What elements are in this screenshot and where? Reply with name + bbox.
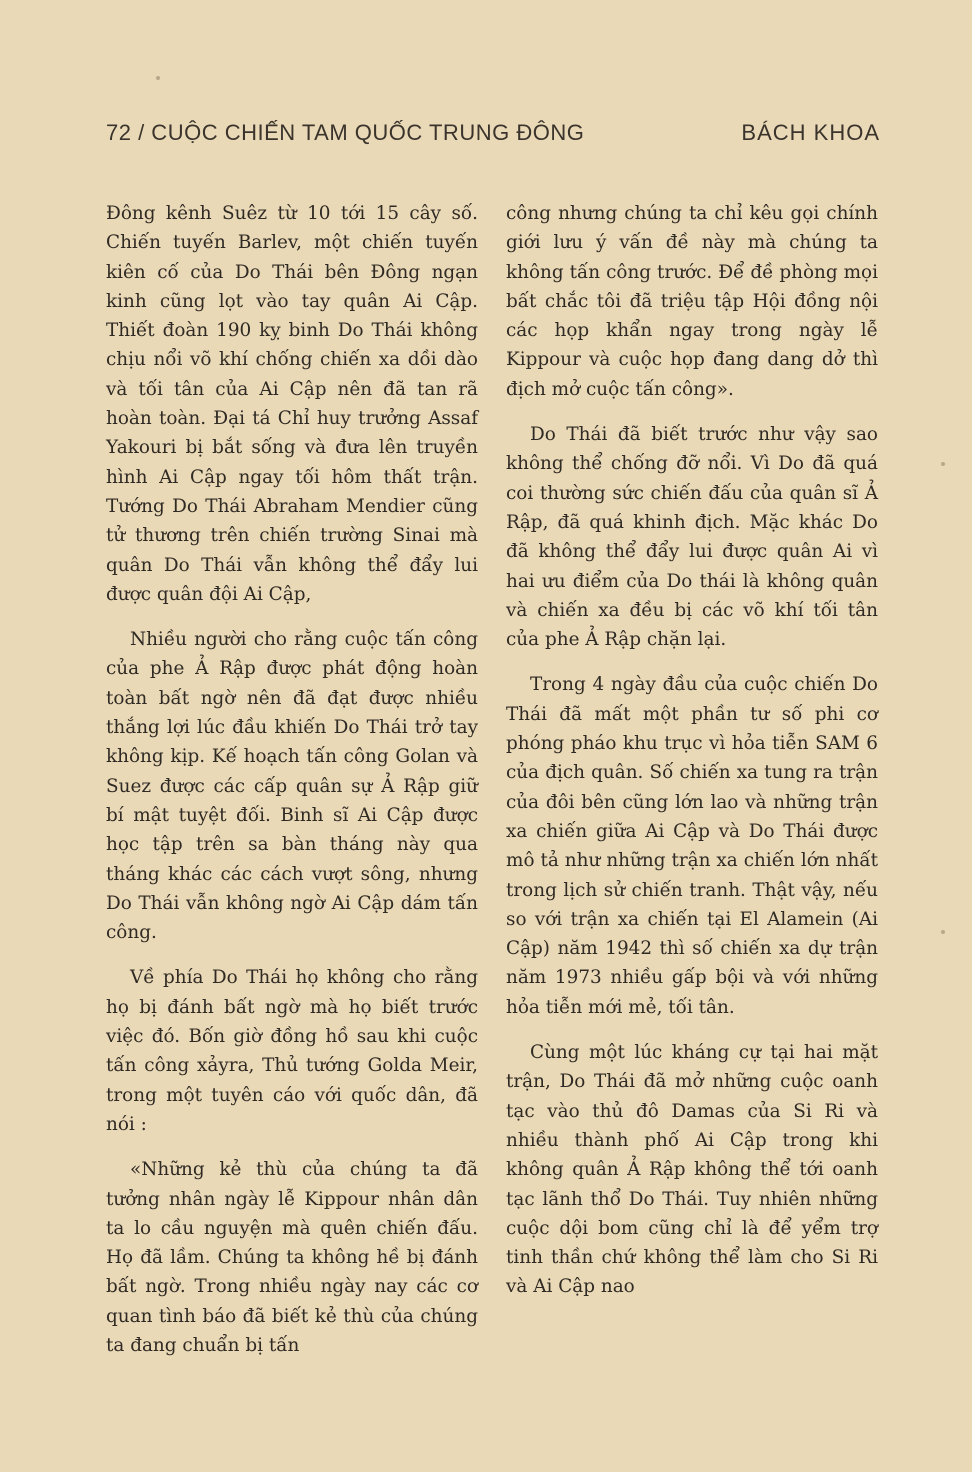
paper-speck bbox=[941, 462, 945, 466]
running-header bbox=[106, 120, 880, 154]
page-number-and-title: 72 / CUỘC CHIẾN TAM QUỐC TRUNG ĐÔNG bbox=[106, 120, 585, 145]
paper-speck bbox=[941, 930, 945, 934]
quotation-paragraph: «Những kẻ thù của chúng ta đã tưởng nhân ngày lễ Kippour nhân dân ta lo cầu nguyện mà quên chiến đấu. Họ đã lầm. Chúng ta không hề bị đánh bất ngờ. Trong nhiều ngày nay các cơ quan tình báo đã biết kẻ thù của chúng ta đang chuẩn bị tấn bbox=[106, 1159, 478, 1356]
paragraph: Nhiều người cho rằng cuộc tấn công của phe Ả Rập được phát động hoàn toàn bất ngờ nên đã đạt được nhiều thắng lợi lúc đầu khiến Do Thái trở tay không kịp. Kế hoạch tấn công Golan và Suez được các cấp quân sự Ả Rập giữ bí mật tuyệt đối. Binh sĩ Ai Cập được học tập trên sa bàn tháng này qua tháng khác các cách vượt sông, nhưng Do Thái vẫn không ngờ Ai Cập dám tấn công. bbox=[106, 629, 478, 944]
paper-speck bbox=[156, 76, 160, 80]
right-text-column bbox=[506, 199, 878, 1318]
paragraph: Đông kênh Suêz từ 10 tới 15 cây số. Chiến tuyến Barlev, một chiến tuyến kiên cố của Do Thái bên Đông ngạn kinh cũng lọt vào tay quân Ai Cập. Thiết đoàn 190 kỵ binh Do Thái không chịu nổi võ khí chống chiến xa dồi dào và tối tân của Ai Cập nên đã tan rã hoàn toàn. Đại tá Chỉ huy trưởng Assaf Yakouri bị bắt sống và đưa lên truyền hình Ai Cập ngay tối hôm thất trận. Tướng Do Thái Abraham Mendier cũng tử thương trên chiến trường Sinai mà quân Do Thái vẫn không thể đẩy lui được quân đội Ai Cập, bbox=[106, 203, 478, 605]
magazine-name: BÁCH KHOA bbox=[741, 120, 880, 145]
paragraph: công nhưng chúng ta chỉ kêu gọi chính giới lưu ý vấn đề này mà chúng ta không tấn công trước. Để đề phòng mọi bất chắc tôi đã triệu tập Hội đồng nội các họp khẩn ngay trong ngày lễ Kippour và cuộc họp đang dang dở thì địch mở cuộc tấn công». bbox=[506, 203, 878, 400]
paragraph: Do Thái đã biết trước như vậy sao không thể chống đỡ nổi. Vì Do đã quá coi thường sức chiến đấu của quân sĩ Ả Rập, đã quá khinh địch. Mặc khác Do đã không thể đẩy lui được quân Ai vì hai ưu điểm của Do thái là không quân và chiến xa đều bị các võ khí tối tân của phe Ả Rập chặn lại. bbox=[506, 424, 878, 651]
paragraph: Trong 4 ngày đầu của cuộc chiến Do Thái đã mất một phần tư số phi cơ phóng pháo khu trục vì hỏa tiễn SAM 6 của địch quân. Số chiến xa tung ra trận của đôi bên cũng lớn lao và những trận xa chiến giữa Ai Cập và Do Thái được mô tả như những trận xa chiến lớn nhất trong lịch sử chiến tranh. Thật vậy, nếu so với trận xa chiến tại El Alamein (Ai Cập) năm 1942 thì số chiến xa dự trận năm 1973 nhiều gấp bội và với những hỏa tiễn mới mẻ, tối tân. bbox=[506, 674, 878, 1018]
paragraph: Cùng một lúc kháng cự tại hai mặt trận, Do Thái đã mở những cuộc oanh tạc vào thủ đô Damas của Si Ri và nhiều thành phố Ai Cập trong khi không quân Ả Rập không thể tới oanh tạc lãnh thổ Do Thái. Tuy nhiên những cuộc dội bom cũng chỉ là để yểm trợ tinh thần chứ không thể làm cho Si Ri và Ai Cập nao bbox=[506, 1042, 878, 1298]
left-text-column bbox=[106, 199, 478, 1376]
paragraph: Về phía Do Thái họ không cho rằng họ bị đánh bất ngờ mà họ biết trước việc đó. Bốn giờ đồng hồ sau khi cuộc tấn công xảyra, Thủ tướng Golda Meir, trong một tuyên cáo với quốc dân, đã nói : bbox=[106, 967, 478, 1135]
